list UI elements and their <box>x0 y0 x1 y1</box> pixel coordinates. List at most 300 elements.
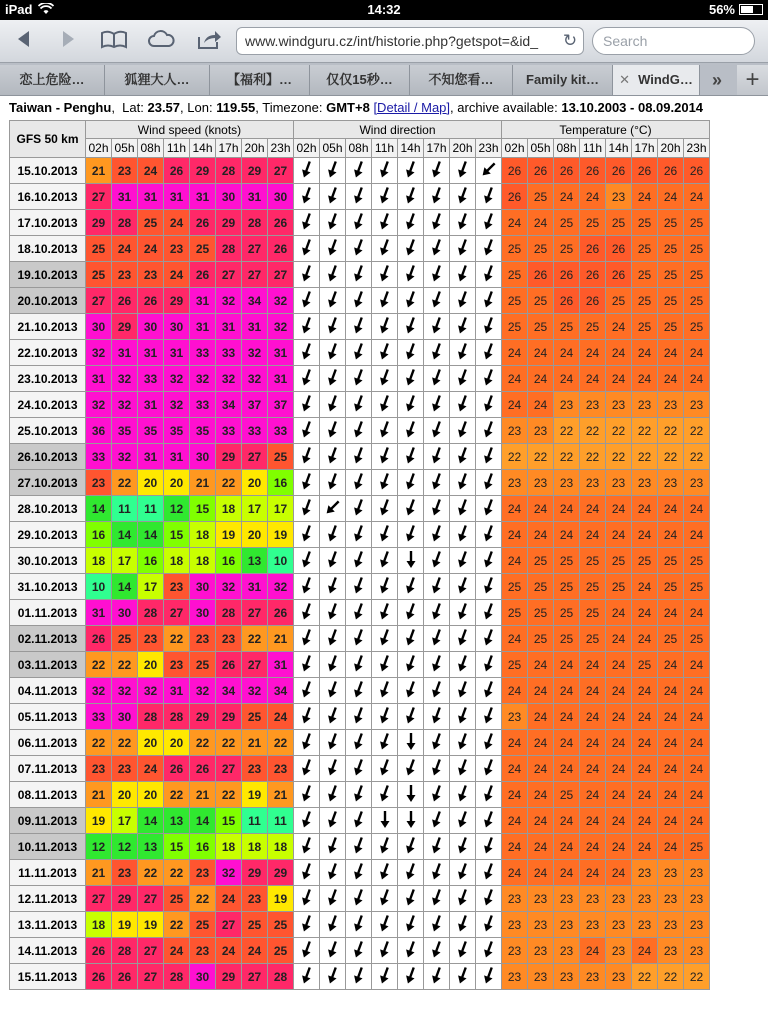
row-date: 12.11.2013 <box>10 886 85 911</box>
wind-direction-arrow-icon <box>294 184 319 209</box>
temperature-cell: 24 <box>502 496 527 521</box>
row-date: 27.10.2013 <box>10 470 85 495</box>
temperature-cell: 24 <box>554 860 579 885</box>
device-label: iPad <box>5 2 33 17</box>
temperature-cell: 24 <box>658 340 683 365</box>
wind-speed-cell: 32 <box>268 288 293 313</box>
wind-speed-cell: 30 <box>190 574 215 599</box>
temperature-cell: 24 <box>580 756 605 781</box>
wind-direction-arrow-icon <box>372 184 397 209</box>
wind-speed-cell: 25 <box>164 886 189 911</box>
wind-direction-arrow-icon <box>294 288 319 313</box>
temperature-cell: 25 <box>554 600 579 625</box>
wind-speed-cell: 20 <box>138 470 163 495</box>
wind-speed-cell: 29 <box>216 210 241 235</box>
wind-direction-arrow-icon <box>398 496 423 521</box>
wind-direction-arrow-icon <box>320 574 345 599</box>
wind-direction-arrow-icon <box>294 210 319 235</box>
temperature-cell: 24 <box>580 678 605 703</box>
wind-direction-arrow-icon <box>424 730 449 755</box>
wind-direction-arrow-icon <box>294 964 319 989</box>
wind-speed-cell: 27 <box>138 886 163 911</box>
reload-icon[interactable]: ↻ <box>562 31 578 50</box>
wind-speed-cell: 29 <box>242 158 267 183</box>
temperature-cell: 22 <box>658 444 683 469</box>
row-date: 07.11.2013 <box>10 756 85 781</box>
wind-direction-arrow-icon <box>320 158 345 183</box>
wind-direction-arrow-icon <box>320 678 345 703</box>
temperature-cell: 23 <box>606 964 631 989</box>
bookmarks-icon[interactable] <box>98 27 130 55</box>
address-bar[interactable]: www.windguru.cz/int/historie.php?getspot=&id_ <box>236 27 584 55</box>
wind-speed-cell: 30 <box>164 314 189 339</box>
temperature-cell: 23 <box>632 912 657 937</box>
wind-direction-arrow-icon <box>372 938 397 963</box>
wind-direction-arrow-icon <box>424 782 449 807</box>
wind-speed-cell: 25 <box>138 210 163 235</box>
battery-percent: 56% <box>708 2 735 17</box>
hour-header-wind: 14h <box>190 139 215 157</box>
wind-speed-cell: 30 <box>112 704 137 729</box>
wind-speed-cell: 17 <box>138 574 163 599</box>
temperature-cell: 24 <box>684 678 709 703</box>
temperature-cell: 23 <box>528 964 553 989</box>
row-date: 30.10.2013 <box>10 548 85 573</box>
temperature-cell: 24 <box>658 834 683 859</box>
wind-direction-arrow-icon <box>294 600 319 625</box>
lat-label: Lat: <box>122 100 144 115</box>
wind-speed-cell: 27 <box>242 964 267 989</box>
wind-speed-cell: 23 <box>112 756 137 781</box>
wind-speed-cell: 24 <box>268 704 293 729</box>
temperature-cell: 25 <box>502 262 527 287</box>
temperature-cell: 23 <box>502 418 527 443</box>
temperature-cell: 25 <box>528 574 553 599</box>
temperature-cell: 23 <box>502 886 527 911</box>
wind-direction-arrow-icon <box>346 756 371 781</box>
archive-range: 13.10.2003 - 08.09.2014 <box>561 100 704 115</box>
wind-direction-arrow-icon <box>294 392 319 417</box>
wind-speed-cell: 25 <box>242 912 267 937</box>
wind-speed-cell: 22 <box>242 626 267 651</box>
temperature-cell: 25 <box>632 652 657 677</box>
wind-speed-cell: 16 <box>216 548 241 573</box>
row-date: 22.10.2013 <box>10 340 85 365</box>
wind-direction-arrow-icon <box>294 730 319 755</box>
detail-map-link[interactable]: [Detail / Map] <box>373 100 451 115</box>
wind-speed-cell: 31 <box>164 340 189 365</box>
wind-direction-arrow-icon <box>424 418 449 443</box>
wind-direction-arrow-icon <box>424 262 449 287</box>
wind-direction-arrow-icon <box>294 418 319 443</box>
temperature-cell: 24 <box>606 340 631 365</box>
temperature-cell: 23 <box>554 912 579 937</box>
temperature-cell: 24 <box>606 808 631 833</box>
wind-direction-arrow-icon <box>450 262 475 287</box>
wind-direction-arrow-icon <box>398 782 423 807</box>
temperature-cell: 24 <box>528 678 553 703</box>
wind-speed-cell: 22 <box>112 470 137 495</box>
wind-speed-cell: 37 <box>242 392 267 417</box>
timezone-value: GMT+8 <box>326 100 370 115</box>
temperature-cell: 24 <box>554 496 579 521</box>
row-date: 21.10.2013 <box>10 314 85 339</box>
lat-value: 23.57 <box>147 100 181 115</box>
wind-speed-cell: 23 <box>164 236 189 261</box>
temperature-cell: 23 <box>658 886 683 911</box>
temperature-cell: 24 <box>632 496 657 521</box>
table-row <box>10 392 709 417</box>
wind-speed-cell: 33 <box>190 392 215 417</box>
back-icon[interactable] <box>8 27 40 55</box>
wind-direction-arrow-icon <box>294 522 319 547</box>
wind-speed-cell: 28 <box>216 236 241 261</box>
wind-speed-cell: 19 <box>112 912 137 937</box>
temperature-cell: 23 <box>658 912 683 937</box>
temperature-cell: 26 <box>684 158 709 183</box>
temperature-cell: 22 <box>554 418 579 443</box>
temperature-cell: 24 <box>528 782 553 807</box>
wind-speed-cell: 11 <box>112 496 137 521</box>
temperature-cell: 24 <box>632 522 657 547</box>
table-row <box>10 158 709 183</box>
temperature-cell: 24 <box>606 860 631 885</box>
wind-speed-cell: 27 <box>86 184 111 209</box>
temperature-cell: 25 <box>554 626 579 651</box>
temperature-cell: 26 <box>606 262 631 287</box>
temperature-cell: 24 <box>554 756 579 781</box>
wind-speed-cell: 22 <box>112 730 137 755</box>
temperature-cell: 24 <box>502 808 527 833</box>
temperature-cell: 25 <box>580 210 605 235</box>
wind-speed-cell: 23 <box>112 262 137 287</box>
temperature-cell: 25 <box>580 600 605 625</box>
temperature-cell: 26 <box>580 262 605 287</box>
wind-speed-cell: 21 <box>86 158 111 183</box>
wind-direction-arrow-icon <box>450 652 475 677</box>
wind-direction-arrow-icon <box>476 236 501 261</box>
temperature-cell: 24 <box>632 808 657 833</box>
hour-header-dir: 11h <box>372 139 397 157</box>
temperature-cell: 24 <box>684 704 709 729</box>
temperature-cell: 23 <box>606 392 631 417</box>
archive-table-wrapper <box>9 120 710 990</box>
temperature-cell: 24 <box>528 366 553 391</box>
wind-speed-cell: 28 <box>164 964 189 989</box>
wind-speed-cell: 31 <box>190 184 215 209</box>
temperature-cell: 25 <box>632 210 657 235</box>
wind-direction-arrow-icon <box>476 496 501 521</box>
tab-5[interactable]: 不知您看… <box>410 65 513 95</box>
row-date: 01.11.2013 <box>10 600 85 625</box>
temperature-cell: 25 <box>502 236 527 261</box>
wind-direction-arrow-icon <box>450 626 475 651</box>
share-icon[interactable] <box>193 27 225 55</box>
icloud-tabs-icon[interactable] <box>145 27 177 55</box>
temperature-cell: 22 <box>684 444 709 469</box>
temperature-cell: 24 <box>606 782 631 807</box>
temperature-cell: 24 <box>606 626 631 651</box>
temperature-cell: 25 <box>684 210 709 235</box>
wind-speed-cell: 24 <box>112 236 137 261</box>
wind-speed-cell: 31 <box>268 340 293 365</box>
wind-direction-arrow-icon <box>424 288 449 313</box>
wind-speed-cell: 29 <box>86 210 111 235</box>
more-tabs-icon[interactable]: » <box>711 70 722 90</box>
wind-speed-cell: 32 <box>164 392 189 417</box>
wind-speed-cell: 27 <box>242 652 267 677</box>
tab-windguru[interactable] <box>613 65 700 95</box>
wind-speed-cell: 18 <box>216 496 241 521</box>
wind-direction-arrow-icon <box>450 548 475 573</box>
table-row <box>10 678 709 703</box>
wind-direction-arrow-icon <box>372 782 397 807</box>
temperature-cell: 26 <box>632 158 657 183</box>
temperature-cell: 23 <box>528 886 553 911</box>
wind-direction-arrow-icon <box>372 366 397 391</box>
wind-speed-cell: 31 <box>164 184 189 209</box>
wind-speed-cell: 27 <box>164 600 189 625</box>
tab-2[interactable]: 狐狸大人… <box>105 65 210 95</box>
wind-speed-cell: 17 <box>112 808 137 833</box>
wind-speed-cell: 25 <box>190 912 215 937</box>
wind-speed-cell: 11 <box>268 808 293 833</box>
wind-speed-cell: 29 <box>216 444 241 469</box>
temperature-cell: 25 <box>554 210 579 235</box>
wind-direction-arrow-icon <box>450 158 475 183</box>
temperature-cell: 24 <box>502 366 527 391</box>
wind-direction-arrow-icon <box>346 808 371 833</box>
wind-direction-arrow-icon <box>424 236 449 261</box>
new-tab-button[interactable]: + <box>737 65 768 95</box>
tab-3[interactable]: 【福利】… <box>210 65 310 95</box>
temperature-cell: 23 <box>554 392 579 417</box>
wind-direction-arrow-icon <box>294 366 319 391</box>
wind-direction-arrow-icon <box>424 548 449 573</box>
tab-bar <box>0 63 768 96</box>
temperature-cell: 25 <box>580 314 605 339</box>
temperature-cell: 26 <box>528 158 553 183</box>
wind-speed-cell: 34 <box>268 678 293 703</box>
temperature-cell: 24 <box>606 756 631 781</box>
wind-speed-cell: 24 <box>138 158 163 183</box>
temperature-cell: 24 <box>632 834 657 859</box>
wind-speed-cell: 26 <box>86 626 111 651</box>
wind-direction-arrow-icon <box>476 522 501 547</box>
wind-direction-arrow-icon <box>320 730 345 755</box>
wind-speed-cell: 31 <box>138 392 163 417</box>
wind-direction-arrow-icon <box>294 496 319 521</box>
wind-direction-arrow-icon <box>320 444 345 469</box>
table-row <box>10 262 709 287</box>
wind-speed-cell: 25 <box>268 444 293 469</box>
temperature-cell: 22 <box>658 964 683 989</box>
row-date: 02.11.2013 <box>10 626 85 651</box>
wind-speed-cell: 32 <box>112 444 137 469</box>
wind-speed-cell: 26 <box>86 964 111 989</box>
wind-speed-cell: 23 <box>190 860 215 885</box>
forward-icon[interactable] <box>52 27 84 55</box>
temperature-cell: 24 <box>528 652 553 677</box>
row-date: 24.10.2013 <box>10 392 85 417</box>
archive-label: archive available: <box>457 100 558 115</box>
wind-direction-arrow-icon <box>346 366 371 391</box>
wind-speed-cell: 31 <box>190 314 215 339</box>
spot-info: Taiwan - Penghu, Lat: 23.57, Lon: 119.55, Timezone: GMT+8 [Detail / Map], archive available: 13.10.2003 - 08.09.2014 <box>9 100 704 115</box>
temperature-cell: 24 <box>528 834 553 859</box>
hour-header-dir: 17h <box>424 139 449 157</box>
temperature-cell: 25 <box>658 288 683 313</box>
close-tab-icon[interactable]: ✕ <box>619 72 631 87</box>
temperature-cell: 24 <box>580 366 605 391</box>
temperature-cell: 24 <box>580 522 605 547</box>
wind-speed-cell: 29 <box>112 886 137 911</box>
temperature-cell: 24 <box>528 522 553 547</box>
wind-direction-arrow-icon <box>372 704 397 729</box>
temperature-cell: 25 <box>606 548 631 573</box>
temperature-cell: 26 <box>580 288 605 313</box>
wind-direction-arrow-icon <box>346 522 371 547</box>
wind-direction-arrow-icon <box>398 262 423 287</box>
wind-direction-arrow-icon <box>450 236 475 261</box>
temperature-cell: 24 <box>658 678 683 703</box>
temperature-cell: 23 <box>658 860 683 885</box>
temperature-cell: 25 <box>528 626 553 651</box>
search-input[interactable]: Search <box>592 27 755 55</box>
wind-direction-arrow-icon <box>424 314 449 339</box>
wind-direction-arrow-icon <box>398 600 423 625</box>
wind-direction-arrow-icon <box>398 210 423 235</box>
table-row <box>10 652 709 677</box>
wind-speed-cell: 31 <box>86 600 111 625</box>
wind-direction-arrow-icon <box>476 288 501 313</box>
temperature-cell: 24 <box>554 704 579 729</box>
wind-direction-arrow-icon <box>476 314 501 339</box>
temperature-cell: 24 <box>684 808 709 833</box>
wind-direction-arrow-icon <box>372 964 397 989</box>
status-bar <box>0 0 768 20</box>
wind-direction-arrow-icon <box>346 782 371 807</box>
wind-direction-arrow-icon <box>320 808 345 833</box>
wind-speed-cell: 26 <box>190 262 215 287</box>
wind-direction-arrow-icon <box>346 444 371 469</box>
wind-speed-cell: 28 <box>164 704 189 729</box>
temperature-cell: 24 <box>502 626 527 651</box>
wind-direction-arrow-icon <box>320 912 345 937</box>
wind-direction-arrow-icon <box>294 236 319 261</box>
table-row <box>10 444 709 469</box>
temperature-cell: 26 <box>580 236 605 261</box>
wind-direction-arrow-icon <box>476 392 501 417</box>
hour-header-wind: 17h <box>216 139 241 157</box>
temperature-cell: 24 <box>554 522 579 547</box>
wind-speed-cell: 14 <box>86 496 111 521</box>
temperature-cell: 23 <box>632 886 657 911</box>
temperature-cell: 25 <box>684 548 709 573</box>
wind-direction-arrow-icon <box>346 704 371 729</box>
tab-1[interactable]: 恋上危险… <box>0 65 105 95</box>
wind-direction-arrow-icon <box>476 808 501 833</box>
wind-direction-arrow-icon <box>424 834 449 859</box>
wind-direction-arrow-icon <box>294 626 319 651</box>
wind-speed-cell: 28 <box>242 210 267 235</box>
temperature-cell: 24 <box>528 340 553 365</box>
wind-speed-cell: 35 <box>112 418 137 443</box>
wind-speed-cell: 28 <box>216 600 241 625</box>
temperature-cell: 22 <box>632 964 657 989</box>
wind-direction-arrow-icon <box>450 808 475 833</box>
temperature-cell: 26 <box>580 158 605 183</box>
wind-direction-arrow-icon <box>398 626 423 651</box>
wind-direction-arrow-icon <box>320 860 345 885</box>
tab-4[interactable]: 仅仅15秒… <box>310 65 410 95</box>
wind-speed-cell: 23 <box>86 470 111 495</box>
wind-direction-arrow-icon <box>424 652 449 677</box>
wind-speed-cell: 25 <box>86 262 111 287</box>
wind-direction-arrow-icon <box>424 392 449 417</box>
wind-speed-cell: 35 <box>190 418 215 443</box>
hour-header-temp: 08h <box>554 139 579 157</box>
tab-6[interactable]: Family kit… <box>513 65 613 95</box>
temperature-cell: 24 <box>580 340 605 365</box>
wind-direction-arrow-icon <box>372 730 397 755</box>
wind-direction-arrow-icon <box>450 184 475 209</box>
wind-direction-arrow-icon <box>476 756 501 781</box>
wind-speed-cell: 32 <box>216 574 241 599</box>
wind-speed-cell: 13 <box>242 548 267 573</box>
temperature-cell: 25 <box>502 600 527 625</box>
table-row <box>10 834 709 859</box>
temperature-cell: 25 <box>554 314 579 339</box>
temperature-cell: 24 <box>606 522 631 547</box>
wind-direction-arrow-icon <box>450 210 475 235</box>
wind-direction-arrow-icon <box>294 808 319 833</box>
row-date: 25.10.2013 <box>10 418 85 443</box>
wind-direction-arrow-icon <box>320 288 345 313</box>
wind-direction-arrow-icon <box>424 522 449 547</box>
wind-speed-cell: 33 <box>138 366 163 391</box>
wind-direction-arrow-icon <box>320 938 345 963</box>
wind-speed-cell: 20 <box>164 470 189 495</box>
temperature-cell: 24 <box>580 730 605 755</box>
temperature-cell: 24 <box>528 392 553 417</box>
wind-direction-arrow-icon <box>372 626 397 651</box>
table-row <box>10 470 709 495</box>
wind-speed-cell: 21 <box>86 782 111 807</box>
wind-speed-cell: 29 <box>164 288 189 313</box>
temperature-cell: 23 <box>502 938 527 963</box>
wind-direction-arrow-icon <box>346 938 371 963</box>
temperature-cell: 24 <box>658 184 683 209</box>
wind-direction-arrow-icon <box>294 548 319 573</box>
wind-speed-cell: 12 <box>112 834 137 859</box>
temperature-cell: 23 <box>632 392 657 417</box>
temperature-cell: 23 <box>528 938 553 963</box>
wind-speed-cell: 31 <box>138 184 163 209</box>
wind-direction-arrow-icon <box>476 678 501 703</box>
wind-direction-arrow-icon <box>346 574 371 599</box>
hour-header-wind: 05h <box>112 139 137 157</box>
temperature-cell: 23 <box>684 886 709 911</box>
hour-header-dir: 20h <box>450 139 475 157</box>
wind-direction-arrow-icon <box>450 392 475 417</box>
wind-speed-cell: 20 <box>242 522 267 547</box>
wind-direction-arrow-icon <box>320 886 345 911</box>
temperature-cell: 24 <box>632 678 657 703</box>
temperature-cell: 23 <box>606 184 631 209</box>
wind-speed-cell: 33 <box>86 444 111 469</box>
wind-speed-cell: 18 <box>268 834 293 859</box>
